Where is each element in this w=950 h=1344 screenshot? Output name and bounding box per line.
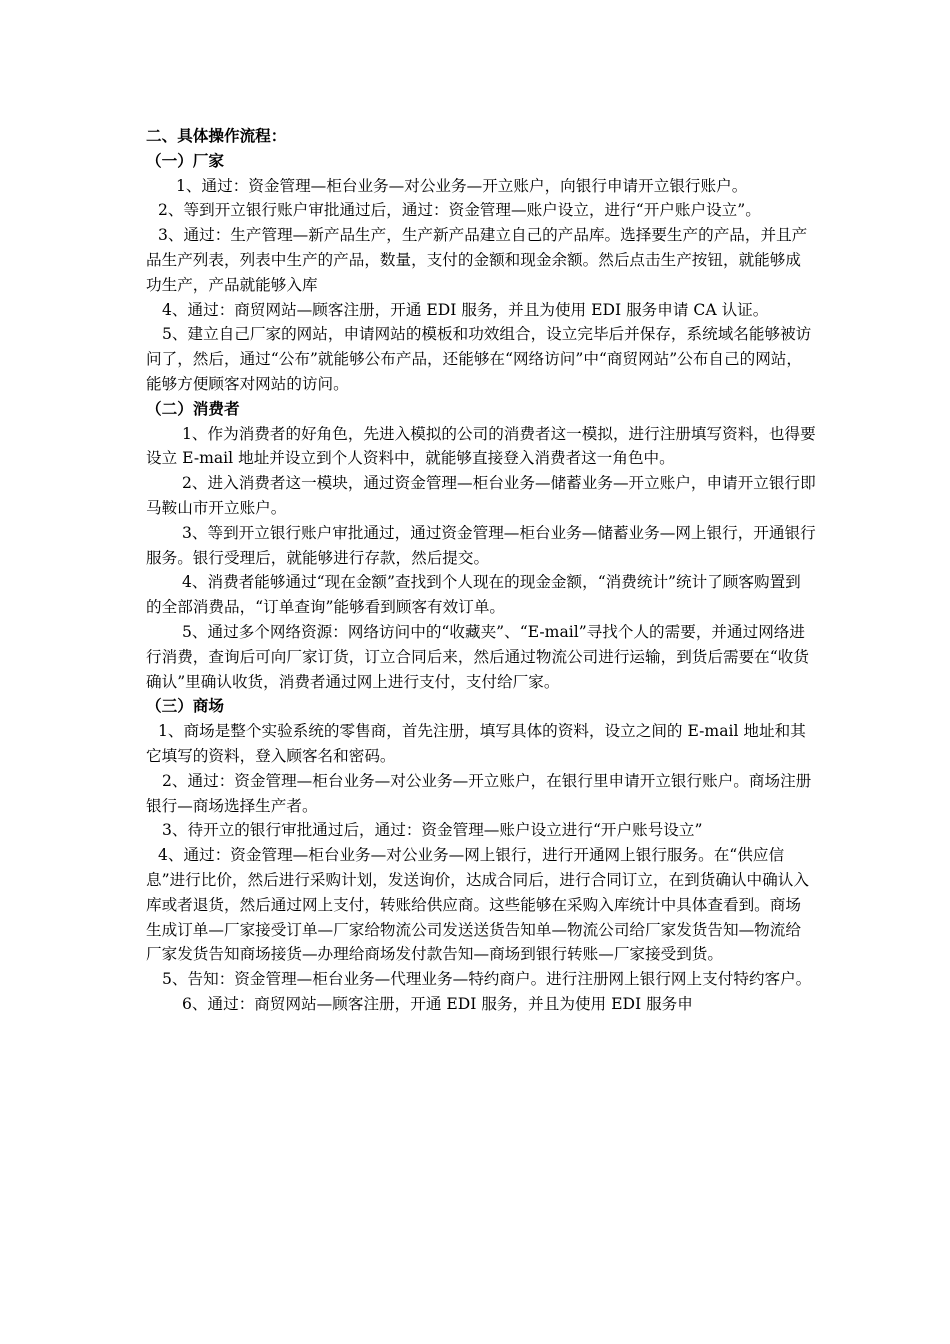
paragraph: 3、待开立的银行审批通过后，通过：资金管理—账户设立进行“开户账号设立” bbox=[162, 821, 703, 840]
paragraph: 4、通过：资金管理—柜台业务—对公业务—网上银行，进行开通网上银行服务。在“供应信息”进行比价，然后进行采购计划，发送询价，达成合同后，进行合同订立，在到货确认中确认入库或者退货，然后通过网上支付，转账给供应商。这些能够在采购入库统计中具体查看到。商场生成订单—厂家接受订单—厂家给物流公司发送送货告知单—物流公司给厂家发货告知—物流给厂家发货告知商场接货—办理给商场发付款告知—商场到银行转账—厂家接受到货。 bbox=[146, 846, 809, 964]
heading-mall: （三）商场 bbox=[146, 697, 224, 716]
paragraph: 5、告知：资金管理—柜台业务—代理业务—特约商户。进行注册网上银行网上支付特约客户。 bbox=[162, 970, 812, 989]
heading-manufacturer: （一）厂家 bbox=[146, 151, 224, 170]
heading-consumer: （二）消费者 bbox=[146, 399, 240, 418]
paragraph: 6、通过：商贸网站—顾客注册，开通 EDI 服务，并且为使用 EDI 服务申 bbox=[182, 994, 693, 1013]
paragraph: 3、通过：生产管理—新产品生产，生产新产品建立自己的产品库。选择要生产的产品，并且产品生产列表，列表中生产的产品，数量，支付的金额和现金余额。然后点击生产按钮，就能够成功生产，产品就能够入库 bbox=[146, 226, 808, 294]
document-page bbox=[146, 124, 816, 1017]
paragraph: 4、通过：商贸网站—顾客注册，开通 EDI 服务，并且为使用 EDI 服务申请 CA 认证。 bbox=[162, 300, 769, 319]
paragraph: 1、作为消费者的好角色，先进入模拟的公司的消费者这一模拟，进行注册填写资料，也得要设立 E-mail 地址并设立到个人资料中，就能够直接登入消费者这一角色中。 bbox=[146, 424, 816, 468]
paragraph: 5、建立自己厂家的网站，申请网站的模板和功效组合，设立完毕后并保存，系统域名能够被访问了，然后，通过“公布”就能够公布产品，还能够在“网络访问”中“商贸网站”公布自己的网站，能够方便顾客对网站的访问。 bbox=[146, 325, 812, 393]
paragraph: 5、通过多个网络资源：网络访问中的“收藏夹”、“E-mail”寻找个人的需要，并通过网络进行消费，查询后可向厂家订货，订立合同后来，然后通过物流公司进行运输，到货后需要在“收货确认”里确认收货，消费者通过网上进行支付，支付给厂家。 bbox=[146, 622, 809, 691]
paragraph: 2、进入消费者这一模块，通过资金管理—柜台业务—储蓄业务—开立账户，申请开立银行即马鞍山市开立账户。 bbox=[146, 474, 816, 517]
paragraph: 2、通过：资金管理—柜台业务—对公业务—开立账户，在银行里申请开立银行账户。商场注册银行—商场选择生产者。 bbox=[146, 771, 812, 815]
section-title: 二、具体操作流程： bbox=[146, 127, 287, 145]
paragraph: 2、等到开立银行账户审批通过后，通过：资金管理—账户设立，进行“开户账户设立”。 bbox=[158, 201, 761, 220]
paragraph: 1、通过：资金管理—柜台业务—对公业务—开立账户，向银行申请开立银行账户。 bbox=[176, 176, 748, 195]
paragraph: 4、消费者能够通过“现在金额”查找到个人现在的现金金额，“消费统计”统计了顾客购置到的全部消费品，“订单查询”能够看到顾客有效订单。 bbox=[146, 573, 801, 617]
paragraph: 3、等到开立银行账户审批通过，通过资金管理—柜台业务—储蓄业务—网上银行，开通银行服务。银行受理后，就能够进行存款，然后提交。 bbox=[146, 523, 816, 567]
paragraph: 1、商场是整个实验系统的零售商，首先注册，填写具体的资料，设立之间的 E-mail 地址和其它填写的资料，登入顾客名和密码。 bbox=[146, 722, 806, 765]
